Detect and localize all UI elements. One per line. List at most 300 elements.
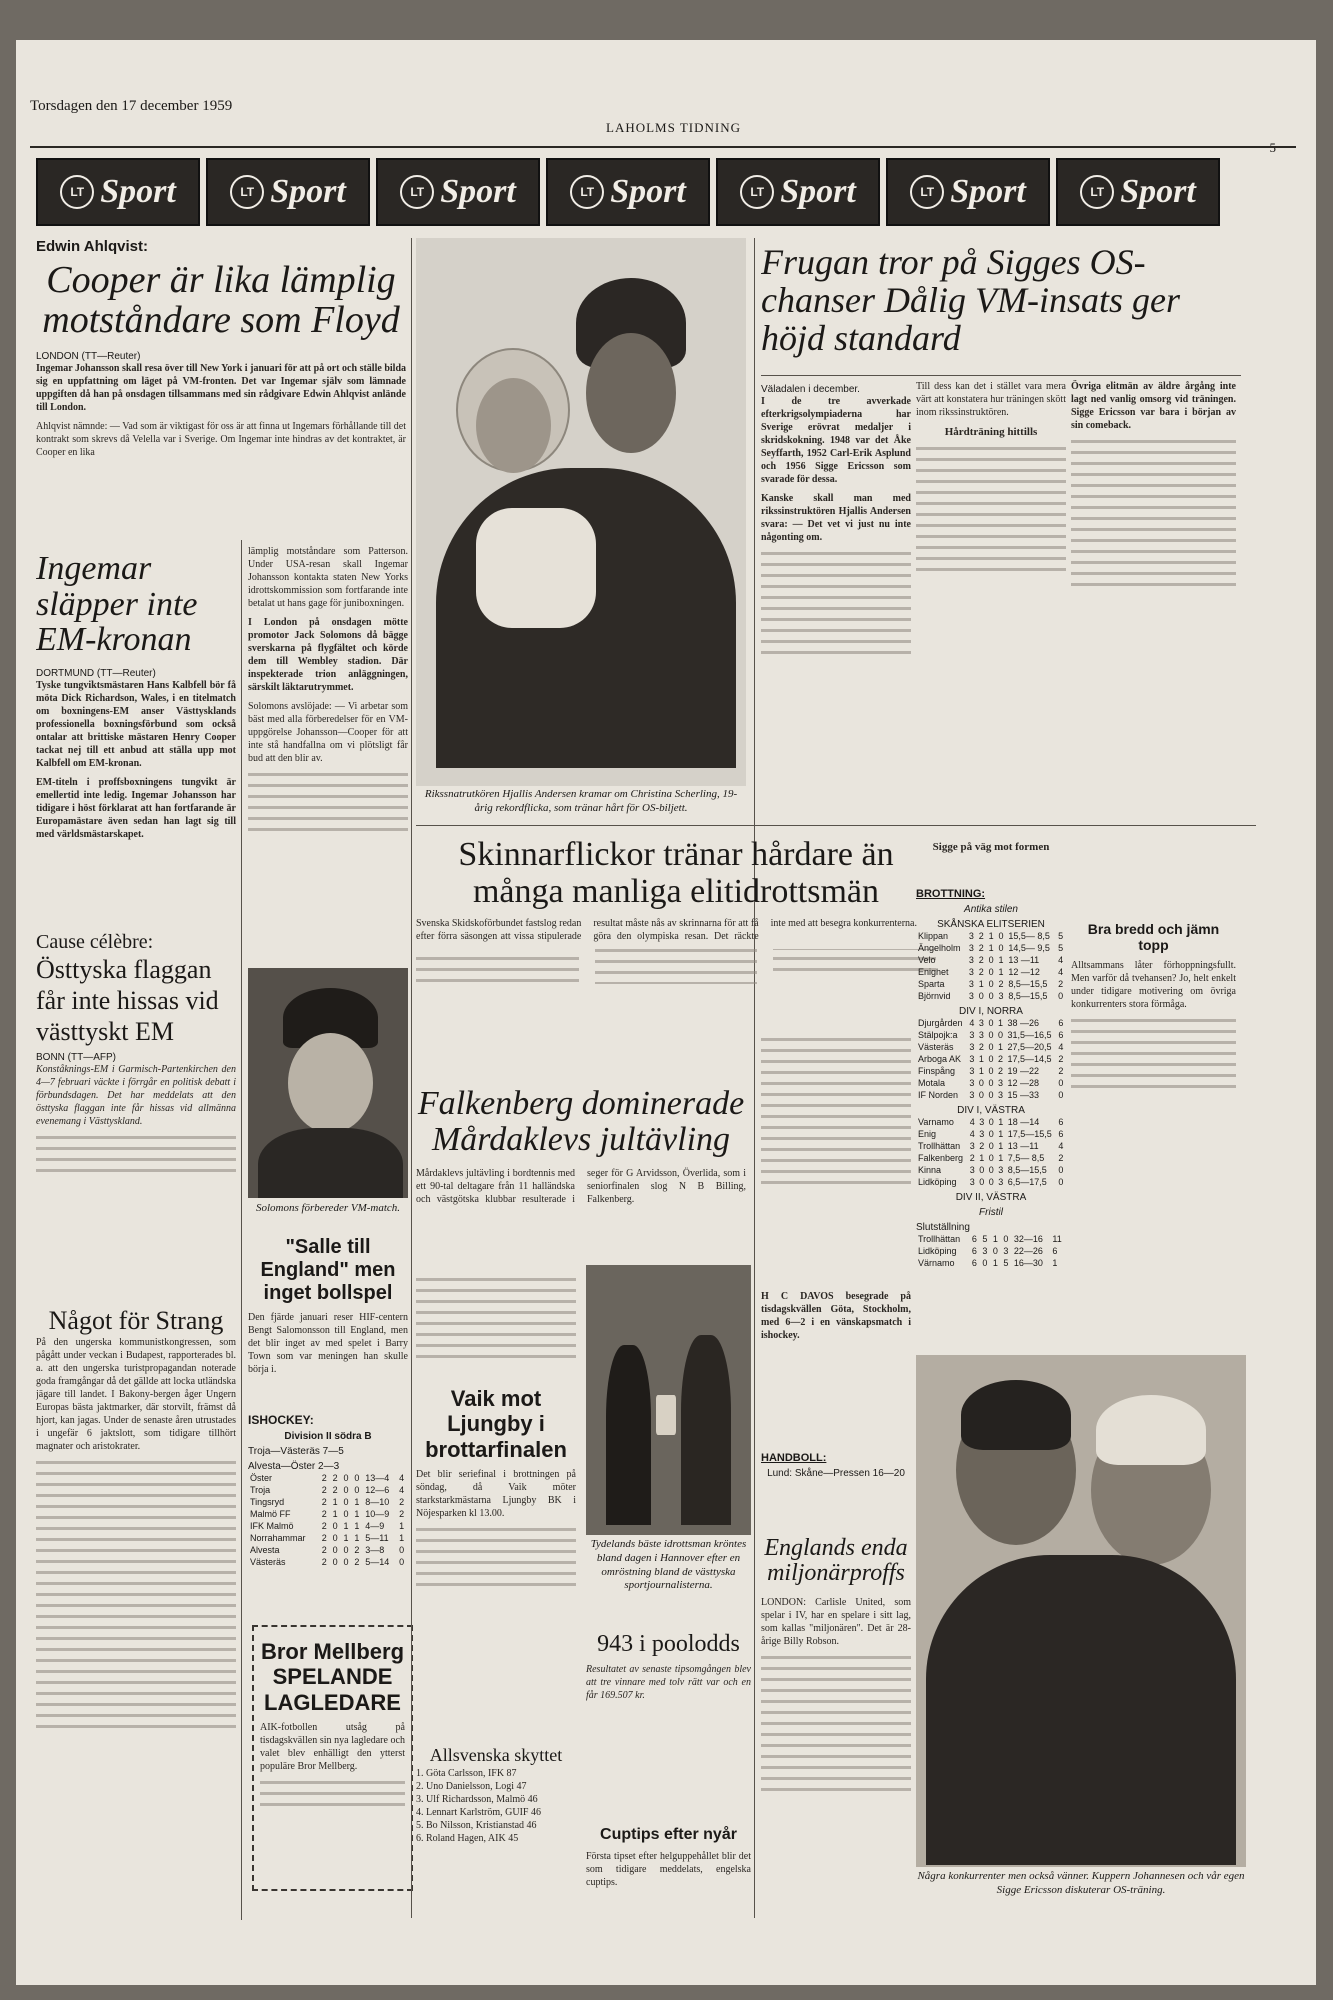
sport-label: Sport — [780, 173, 856, 210]
table-cell: 4 — [1058, 955, 1064, 965]
headline-falkenberg: Falkenberg dominerade Mårdaklevs jultävling — [417, 1085, 745, 1158]
body-text: Till dess kan det i stället vara mera värt att konstatera hur träningen skött inom rikssinstruktören. — [916, 381, 1066, 418]
table-cell: 2 — [979, 1141, 985, 1151]
table-row — [916, 1065, 1066, 1077]
list-item: 1. Göta Carlsson, IFK 87 — [416, 1767, 517, 1779]
newspaper-page — [16, 40, 1316, 1985]
table-cell: 3 — [968, 931, 974, 941]
table-cell: 3 — [968, 991, 974, 1001]
table-cell: 8,5—15,5 — [1008, 991, 1048, 1001]
table-cell: 6,5—17,5 — [1007, 1177, 1047, 1187]
table-cell: 15,5— 8,5 — [1008, 931, 1050, 941]
table-cell: 1 — [343, 1521, 349, 1531]
table-cell: Björnvid — [918, 991, 951, 1001]
table-cell: 2 — [978, 1042, 984, 1052]
table-row — [916, 1041, 1066, 1053]
table-cell: Falkenberg — [918, 1153, 964, 1163]
table-cell: 2 — [321, 1533, 327, 1543]
table-cell: 0 — [343, 1473, 349, 1483]
body-text: Det blir seriefinal i brottningen på söndag, då Vaik möter starkstarkmästarna Ljungby BK i Nöjesparken kl 13.00. — [416, 1468, 576, 1519]
table-cell: 11 — [1052, 1234, 1062, 1244]
photo-johannesen-ericsson — [916, 1355, 1246, 1867]
table-cell: 1 — [399, 1533, 405, 1543]
lt-logo-icon: LT — [740, 175, 774, 209]
body-text: EM-titeln i proffsboxningens tungvikt är emellertid inte ledig. Ingemar Johansson har tidigare i höst förklarat att han fortfarande är Europamästare även sedan han lagt sig till med världsmästarskapet. — [36, 777, 236, 841]
article-continuation — [248, 545, 408, 965]
table-cell: 2 — [399, 1497, 405, 1507]
lt-logo-icon: LT — [570, 175, 604, 209]
table-cell: 1 — [998, 1153, 1004, 1163]
table-cell: Klippan — [918, 931, 949, 941]
lead-text: I de tre avverkade efterkrigsolympiaderna har Sverige erövrat medaljer i skridskokning. 1948 var det Åke Seyffarth, 1952 Carl-Erik Asplund och 1956 Sigge Ericsson som svarade för dessa. — [761, 396, 911, 485]
table-cell: 0 — [988, 1054, 994, 1064]
table-cell: 12 —12 — [1008, 967, 1040, 977]
results-title: BROTTNING: — [916, 888, 986, 900]
table-cell: 1 — [992, 1234, 998, 1244]
table-cell: 0 — [332, 1533, 338, 1543]
table-cell: 5—11 — [365, 1533, 389, 1543]
table-cell: 1 — [332, 1497, 338, 1507]
table-cell: 13 —11 — [1008, 955, 1040, 965]
table-cell: 0 — [997, 1030, 1003, 1040]
body-text: Tyske tungviktsmästaren Hans Kalbfell bör få möta Dick Richardson, Wales, i en titelmatch om boxningens-EM anser Västtysklands professionella boxningsförbund som också ontalar att brittiske mästaren Henry Cooper tackat nej till ett anbud att ställa upp mot Kalbfell om EM-kronan. — [36, 680, 236, 770]
article-strang — [36, 1305, 236, 1895]
sport-label: Sport — [270, 173, 346, 210]
table-cell: 3 — [969, 1042, 975, 1052]
body-text: I London på onsdagen mötte promotor Jack Solomons då bägge sverskarna på flygfältet och körde dem till Wembley stadion. Där inspekterade trion anläggningen, särskilt läktarutrymmet. — [248, 617, 408, 693]
list-item: 3. Ulf Richardsson, Malmö 46 — [416, 1793, 538, 1805]
scorer-list — [416, 1767, 576, 1845]
dateline: LONDON (TT—Reuter) — [36, 350, 141, 362]
table-cell: 13 —11 — [1007, 1141, 1039, 1151]
table-row — [916, 966, 1066, 978]
list-item: 2. Uno Danielsson, Logi 47 — [416, 1780, 527, 1792]
table-row — [248, 1496, 408, 1508]
table-cell: 8,5—15,5 — [1008, 979, 1048, 989]
body-text: H C DAVOS besegrade på tisdagskvällen Göta, Stockholm, med 6—2 i en vänskapsmatch i ishockey. — [761, 1291, 911, 1341]
table-cell: 3 — [968, 943, 974, 953]
table-cell: 2 — [332, 1473, 338, 1483]
table-cell: Västeräs — [250, 1557, 286, 1567]
table-cell: Kinna — [918, 1165, 942, 1175]
davos-notice — [761, 1290, 911, 1390]
table-cell: 3 — [969, 1030, 975, 1040]
table-cell: 6 — [971, 1258, 977, 1268]
body-text: Mårdaklevs jultävling i bordtennis med ett 90-tal deltagare från 11 halländska och västgötska klubbar resulterade i seger för G Arvidsson, Överlida, som i seniorfinalen slog N B Billing, Falkenberg. — [416, 1168, 746, 1206]
result-line: Lund: Skåne—Pressen 16—20 — [767, 1468, 905, 1479]
table-cell: 16—30 — [1013, 1258, 1043, 1268]
photo-award — [586, 1265, 751, 1535]
table-cell: 2 — [997, 1054, 1003, 1064]
lead-text: Ingemar Johansson skall resa över till New York i januari för att på ort och ställe bilda sig en uppfattning om läget på VM-fronten. Det var Ingemar själv som lämnade uppgiften då han på onsdagen tillsammans med sin rådgivare Edwin Ahlqvist anlände till London. — [36, 362, 406, 413]
table-cell: 3 — [969, 1165, 975, 1175]
table-cell: 0 — [988, 979, 994, 989]
table-cell: 8—10 — [365, 1497, 390, 1507]
table-cell: 0 — [978, 1090, 984, 1100]
table-cell: 0 — [1058, 991, 1064, 1001]
section-divider — [761, 375, 1241, 376]
list-item: 5. Bo Nilsson, Kristianstad 46 — [416, 1819, 537, 1831]
table-title: DIV I, NORRA — [959, 1006, 1023, 1017]
lt-logo-icon: LT — [60, 175, 94, 209]
table-row — [916, 990, 1066, 1002]
subheading: Hårdträning hittills — [944, 426, 1038, 438]
column-divider — [241, 540, 242, 1920]
table-cell: Arboga AK — [918, 1054, 962, 1064]
headline-em-kronan: Ingemar släpper inte EM-kronan — [36, 550, 198, 659]
subheading-sigge — [916, 840, 1066, 885]
sport-banner-row — [36, 158, 1220, 226]
table-cell: Lidköping — [918, 1177, 957, 1187]
table-cell: 0 — [988, 1042, 994, 1052]
sport-banner — [886, 158, 1050, 226]
table-cell: 1 — [1052, 1258, 1058, 1268]
table-cell: 17,5—14,5 — [1007, 1054, 1052, 1064]
table-cell: 2 — [1058, 1066, 1064, 1076]
table-cell: Velo — [918, 955, 936, 965]
headline-salle: "Salle till England" men inget bollspel — [260, 1236, 396, 1304]
table-row — [916, 954, 1066, 966]
headline-england: Englands enda miljonärproffs — [764, 1535, 908, 1587]
box-mellberg — [252, 1625, 413, 1891]
table-cell: 3 — [978, 1030, 984, 1040]
table-cell: 1 — [997, 1018, 1003, 1028]
table-cell: 1 — [978, 1066, 984, 1076]
table-row — [916, 978, 1066, 990]
table-cell: 0 — [343, 1485, 349, 1495]
text-lines — [761, 1656, 911, 1791]
table-cell: 1 — [354, 1509, 360, 1519]
table-cell: 3 — [969, 1054, 975, 1064]
table-cell: 0 — [332, 1521, 338, 1531]
table-cell: 1 — [399, 1521, 405, 1531]
subheading: Sigge på väg mot formen — [932, 841, 1050, 853]
table-cell: Alvesta — [250, 1545, 280, 1555]
table-cell: 1 — [979, 1153, 985, 1163]
table-cell: Värnamo — [918, 1258, 955, 1268]
table-cell: Enighet — [918, 967, 949, 977]
table-row — [916, 1164, 1066, 1176]
body-text: Konståknings-EM i Garmisch-Partenkirchen den 4—7 februari väckte i förrgår en politisk debatt i förbundsdagen. Det har meddelats att den östtyska flaggan inte får hissas vid allmänna evenemang i Västtyskland. — [36, 1063, 236, 1127]
table-cell: 0 — [978, 991, 984, 1001]
table-cell: 12—6 — [365, 1485, 390, 1495]
table-cell: 3 — [1003, 1246, 1009, 1256]
article-falkenberg — [416, 1080, 746, 1270]
table-cell: 0 — [399, 1545, 405, 1555]
body-text: Solomons avslöjade: — Vi arbetar som bäst med alla förberedelser för en VM-uppgörelse Johansson—Cooper för att inte stå handfallna om vi plötsligt får bud att den blir av. — [248, 701, 408, 764]
table-cell: 0 — [343, 1497, 349, 1507]
body-text: Den fjärde januari reser HIF-centern Bengt Salomonsson till England, men det blir inget av med spelet i Barry Town som var meningen han skulle börja i. — [248, 1312, 408, 1375]
table-cell: 5 — [982, 1234, 988, 1244]
table-row — [248, 1484, 408, 1496]
table-cell: 3 — [969, 1090, 975, 1100]
ishockey-results — [248, 1413, 408, 1623]
body-text: lämplig motståndare som Patterson. Under USA-resan skall Ingemar Johansson kontakta staten New Yorks idrottskommission som fortfarande inte betalat ut hans gage för juniboxningen. — [248, 546, 408, 609]
table-cell: 2 — [354, 1545, 360, 1555]
table-subtitle: Fristil — [979, 1207, 1003, 1218]
table-cell: 0 — [332, 1557, 338, 1567]
table-cell: 1 — [998, 1129, 1004, 1139]
table-cell: 0 — [332, 1545, 338, 1555]
table-cell: 0 — [988, 1066, 994, 1076]
sport-label: Sport — [100, 173, 176, 210]
table-cell: Norrahammar — [250, 1533, 306, 1543]
text-lines — [416, 949, 936, 985]
table-cell: 0 — [988, 1117, 994, 1127]
table-cell: 1 — [343, 1533, 349, 1543]
table-row — [916, 1233, 1066, 1245]
table-cell: 3 — [969, 1078, 975, 1088]
results-subtitle: Division II södra B — [284, 1431, 372, 1442]
table-cell: 3—8 — [365, 1545, 385, 1555]
table-cell: 0 — [988, 1165, 994, 1175]
table-cell: 1 — [354, 1533, 360, 1543]
table-cell: 1 — [992, 1258, 998, 1268]
table-cell: 3 — [997, 1078, 1003, 1088]
standings-table — [248, 1472, 408, 1568]
table-cell: 0 — [988, 967, 994, 977]
table-cell: Djurgården — [918, 1018, 963, 1028]
table-cell: 3 — [969, 1066, 975, 1076]
table-cell: 3 — [982, 1246, 988, 1256]
article-bra-bredd — [1071, 915, 1236, 1185]
byline: Edwin Ahlqvist: — [36, 238, 148, 255]
list-item: 4. Lennart Karlström, GUIF 46 — [416, 1806, 541, 1818]
table-row — [916, 930, 1066, 942]
table-cell: 3 — [968, 955, 974, 965]
headline-vaik: Vaik mot Ljungby i brottarfinalen — [425, 1386, 567, 1462]
table-cell: Varnamo — [918, 1117, 954, 1127]
article-cuptips — [586, 1820, 751, 1910]
table-cell: 14,5— 9,5 — [1008, 943, 1050, 953]
match-list — [248, 1446, 408, 1472]
table-cell: 2 — [321, 1485, 327, 1495]
article-frugan-col1 — [761, 380, 911, 860]
table-cell: 2 — [321, 1545, 327, 1555]
lt-logo-icon: LT — [910, 175, 944, 209]
table-cell: 1 — [354, 1521, 360, 1531]
table-cell: 1 — [997, 1042, 1003, 1052]
table-row — [916, 1017, 1066, 1029]
table-cell: 5 — [1003, 1258, 1009, 1268]
table-row — [916, 1077, 1066, 1089]
table-cell: 0 — [998, 943, 1004, 953]
table-cell: Motala — [918, 1078, 946, 1088]
table-cell: 3 — [998, 1177, 1004, 1187]
text-lines — [1071, 1019, 1236, 1088]
table-cell: 0 — [988, 955, 994, 965]
table-cell: IFK Malmö — [250, 1521, 294, 1531]
table-cell: Trollhättan — [918, 1234, 961, 1244]
table-cell: 2 — [998, 979, 1004, 989]
table-cell: 0 — [399, 1557, 405, 1567]
table-cell: 0 — [988, 1090, 994, 1100]
table-cell: 2 — [978, 967, 984, 977]
photo-caption: Tydelands bäste idrottsman kröntes bland dagen i Hannover efter en omröstning bland de västtyska sportjournalisterna. — [590, 1538, 747, 1592]
table-cell: 0 — [988, 1153, 994, 1163]
match-result: Troja—Västeräs 7—5 — [248, 1446, 344, 1457]
table-cell: 38 —26 — [1007, 1018, 1040, 1028]
table-cell: 0 — [978, 1078, 984, 1088]
table-cell: 15 —33 — [1007, 1090, 1040, 1100]
article-frugan-col2 — [916, 380, 1066, 860]
table-cell: 5—14 — [365, 1557, 390, 1567]
table-row — [916, 1152, 1066, 1164]
table-cell: 0 — [354, 1485, 360, 1495]
table-cell: Malmö FF — [250, 1509, 291, 1519]
table-cell: 1 — [998, 967, 1004, 977]
article-flaggan — [36, 930, 236, 1250]
brottning-results — [916, 888, 1066, 1283]
body-text: AIK-fotbollen utsåg på tisdagskvällen sin nya lagledare och valet blev enhälligt den ytterst populäre Bror Mellberg. — [260, 1721, 405, 1772]
text-lines — [761, 552, 911, 654]
table-cell: 0 — [354, 1473, 360, 1483]
table-row — [916, 942, 1066, 954]
table-cell: 1 — [998, 1117, 1004, 1127]
table-title: DIV II, VÄSTRA — [955, 1192, 1027, 1203]
table-cell: 3 — [997, 1090, 1003, 1100]
results-title: HANDBOLL: — [761, 1452, 827, 1464]
sport-banner — [1056, 158, 1220, 226]
photo-solomons — [248, 968, 408, 1198]
table-cell: 0 — [988, 1030, 994, 1040]
sport-label: Sport — [1120, 173, 1196, 210]
table-cell: 0 — [343, 1545, 349, 1555]
table-cell: 27,5—20,5 — [1007, 1042, 1052, 1052]
text-lines — [260, 1781, 405, 1806]
table-cell: 2 — [978, 943, 984, 953]
article-em-kronan — [36, 545, 236, 985]
body-text: Svenska Skidskoförbundet fastslog redan efter förra säsongen att vissa stipulerade resultat måste nås av skrinnarna för att få göra den olympiska resan. Det räckte inte med att besegra konkurrenterna. — [416, 917, 917, 942]
table-cell: 3 — [998, 1165, 1004, 1175]
lt-logo-icon: LT — [400, 175, 434, 209]
table-cell: 1 — [988, 943, 994, 953]
table-cell: 2 — [321, 1557, 327, 1567]
page-number — [1270, 140, 1277, 156]
table-cell: 1 — [988, 931, 994, 941]
kicker: Cause célèbre: — [36, 931, 154, 953]
table-cell: Stälpojk:a — [918, 1030, 958, 1040]
headline-bra-bredd: Bra bredd och jämn topp — [1087, 921, 1220, 954]
column-divider — [411, 238, 412, 1918]
list-item: 6. Roland Hagen, AIK 45 — [416, 1832, 519, 1844]
table-cell: 0 — [988, 991, 994, 1001]
table-cell: 1 — [998, 955, 1004, 965]
table-cell: 4 — [1058, 967, 1064, 977]
issue-date: Torsdagen den 17 december 1959 — [30, 98, 233, 114]
table-row — [248, 1508, 408, 1520]
table-cell: 6 — [1058, 1018, 1064, 1028]
headline-frugan: Frugan tror på Sigges OS-chanser Dålig VM-insats ger höjd standard — [761, 242, 1180, 358]
table-cell: 6 — [971, 1246, 977, 1256]
results-subtitle: Antika stilen — [964, 904, 1018, 915]
table-cell: 6 — [1058, 1129, 1064, 1139]
table-cell: Troja — [250, 1485, 271, 1495]
table-cell: 2 — [321, 1509, 327, 1519]
text-lines — [761, 1038, 911, 1184]
headline-poolodds: 943 i poolodds — [597, 1631, 740, 1657]
table-cell: 18 —14 — [1007, 1117, 1040, 1127]
table-cell: 3 — [998, 991, 1004, 1001]
table-cell: 2 — [969, 1153, 975, 1163]
table-cell: 0 — [1058, 1090, 1064, 1100]
section-divider — [416, 825, 1256, 826]
sport-label: Sport — [440, 173, 516, 210]
text-lines — [36, 1136, 236, 1172]
standings-table — [916, 1116, 1066, 1188]
table-cell: 6 — [1058, 1030, 1064, 1040]
article-poolodds — [586, 1625, 751, 1725]
table-cell: 3 — [969, 1141, 975, 1151]
table-cell: 2 — [321, 1497, 327, 1507]
table-cell: 1 — [998, 1141, 1004, 1151]
table-cell: Tingsryd — [250, 1497, 285, 1507]
sport-banner — [716, 158, 880, 226]
table-cell: 0 — [1058, 1078, 1064, 1088]
lt-logo-icon: LT — [230, 175, 264, 209]
table-row — [916, 1116, 1066, 1128]
table-row — [248, 1472, 408, 1484]
table-cell: 6 — [1052, 1246, 1058, 1256]
table-cell: 6 — [971, 1234, 977, 1244]
newspaper-name: LAHOLMS TIDNING — [606, 120, 742, 135]
headline-cuptips: Cuptips efter nyår — [600, 1826, 737, 1843]
handboll-results — [761, 1452, 911, 1522]
table-cell: 0 — [979, 1177, 985, 1187]
table-cell: 1 — [332, 1509, 338, 1519]
table-cell: 2 — [997, 1066, 1003, 1076]
table-cell: 4 — [969, 1117, 975, 1127]
table-cell: 10—9 — [365, 1509, 390, 1519]
sport-banner — [546, 158, 710, 226]
table-cell: 0 — [1003, 1234, 1009, 1244]
table-cell: 0 — [988, 1129, 994, 1139]
table-row — [248, 1532, 408, 1544]
photo-andersen-scherling — [416, 238, 746, 786]
table-cell: 0 — [982, 1258, 988, 1268]
article-vaik — [416, 1380, 576, 1660]
table-cell: 13—4 — [365, 1473, 390, 1483]
header-rule — [30, 146, 1296, 148]
table-cell: 0 — [343, 1557, 349, 1567]
sport-banner — [206, 158, 370, 226]
table-row — [916, 1257, 1066, 1269]
table-cell: 4 — [399, 1473, 405, 1483]
table-cell: 0 — [343, 1509, 349, 1519]
table-row — [916, 1140, 1066, 1152]
table-title: DIV I, VÄSTRA — [957, 1105, 1025, 1116]
table-row — [916, 1089, 1066, 1101]
table-cell: 0 — [998, 931, 1004, 941]
article-frugan-col3 — [1071, 380, 1236, 880]
table-cell: Ängelholm — [918, 943, 961, 953]
table-cell: 0 — [1058, 1177, 1064, 1187]
dateline: Väladalen i december. — [761, 384, 860, 395]
headline-skinnar: Skinnarflickor tränar hårdare än många manliga elitidrottsmän — [458, 836, 894, 911]
table-cell: 2 — [354, 1557, 360, 1567]
table-cell: 4 — [1058, 1141, 1064, 1151]
table-cell: 3 — [979, 1129, 985, 1139]
sport-banner — [376, 158, 540, 226]
sport-banner — [36, 158, 200, 226]
table-cell: Öster — [250, 1473, 273, 1483]
table-cell: 2 — [332, 1485, 338, 1495]
list-title: Allsvenska skyttet — [429, 1745, 563, 1765]
article-england — [761, 1530, 911, 1900]
table-cell: 0 — [988, 1018, 994, 1028]
table-cell: 4—9 — [365, 1521, 385, 1531]
table-cell: IF Norden — [918, 1090, 959, 1100]
